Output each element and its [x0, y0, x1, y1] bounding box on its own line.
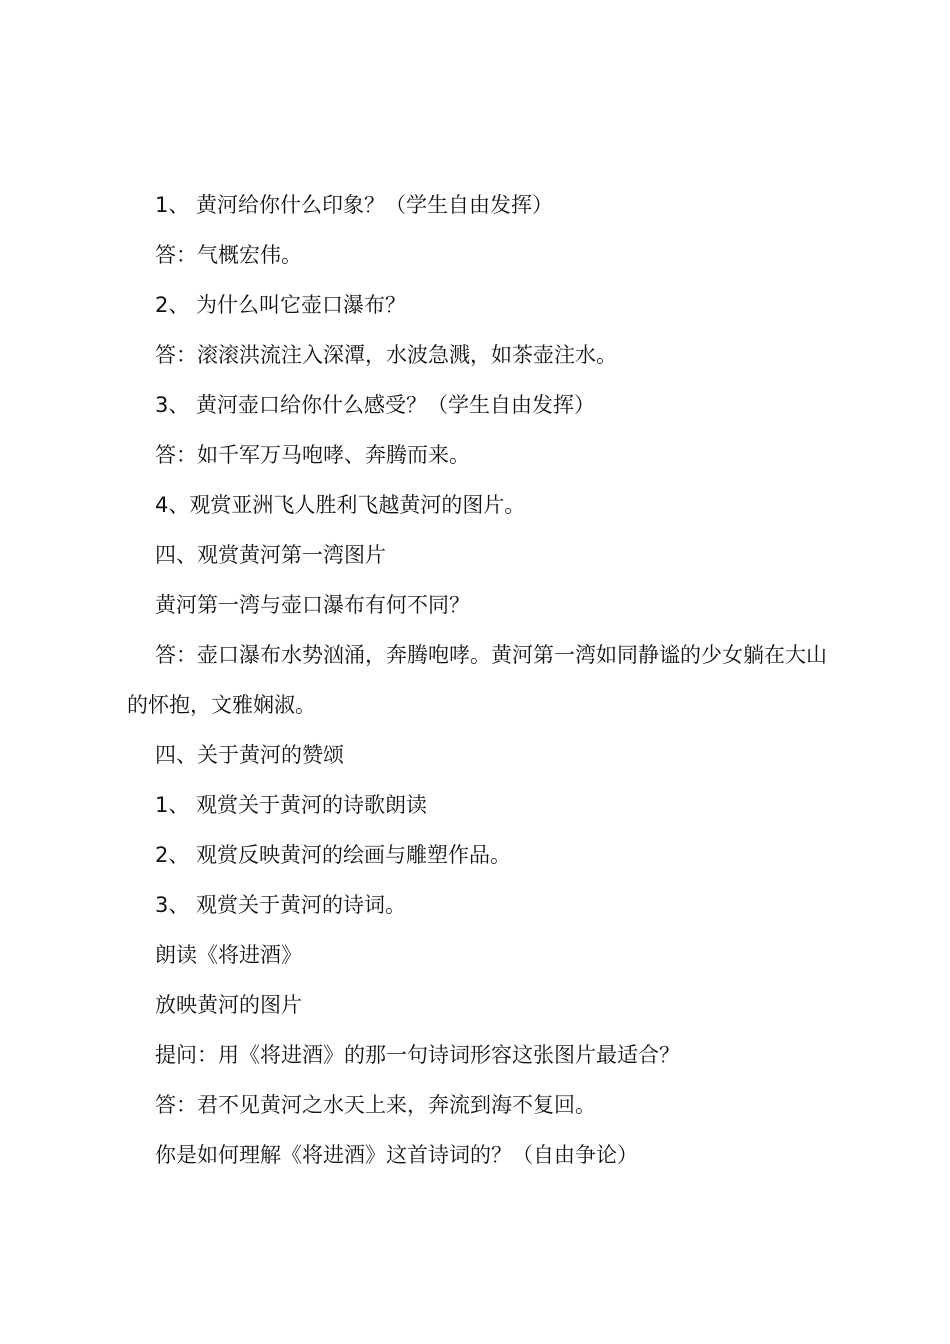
question-poem-line: 提问：用《将进酒》的那一句诗词形容这张图片最适合？ — [155, 1043, 680, 1067]
praise-item-1: 1、 观赏关于黄河的诗歌朗读 — [155, 793, 428, 817]
question-2: 2、 为什么叫它壶口瀑布？ — [155, 293, 407, 317]
section-heading-first-bend: 四、观赏黄河第一湾图片 — [155, 543, 386, 567]
item-4: 4、观赏亚洲飞人胜利飞越黄河的图片。 — [155, 493, 526, 517]
reading-poem: 朗读《将进酒》 — [155, 943, 302, 967]
answer-1: 答：气概宏伟。 — [155, 243, 302, 267]
question-poem-understanding: 你是如何理解《将进酒》这首诗词的？（自由争论） — [155, 1143, 638, 1167]
answer-poem-line: 答：君不见黄河之水天上来，奔流到海不复回。 — [155, 1093, 596, 1117]
question-3: 3、 黄河壶口给你什么感受？（学生自由发挥） — [155, 393, 596, 417]
answer-first-bend: 答：壶口瀑布水势汹涌，奔腾咆哮。黄河第一湾如同静谧的少女躺在大山的怀抱，文雅娴淑。 — [127, 643, 827, 717]
question-first-bend: 黄河第一湾与壶口瀑布有何不同？ — [155, 593, 470, 617]
question-1: 1、 黄河给你什么印象？（学生自由发挥） — [155, 193, 554, 217]
document-body — [127, 180, 837, 1180]
show-pictures: 放映黄河的图片 — [155, 993, 302, 1017]
answer-2: 答：滚滚洪流注入深潭，水波急溅，如茶壶注水。 — [155, 343, 617, 367]
answer-3: 答：如千军万马咆哮、奔腾而来。 — [155, 443, 470, 467]
praise-item-3: 3、 观赏关于黄河的诗词。 — [155, 893, 407, 917]
section-heading-praise: 四、关于黄河的赞颂 — [155, 743, 344, 767]
praise-item-2: 2、 观赏反映黄河的绘画与雕塑作品。 — [155, 843, 512, 867]
